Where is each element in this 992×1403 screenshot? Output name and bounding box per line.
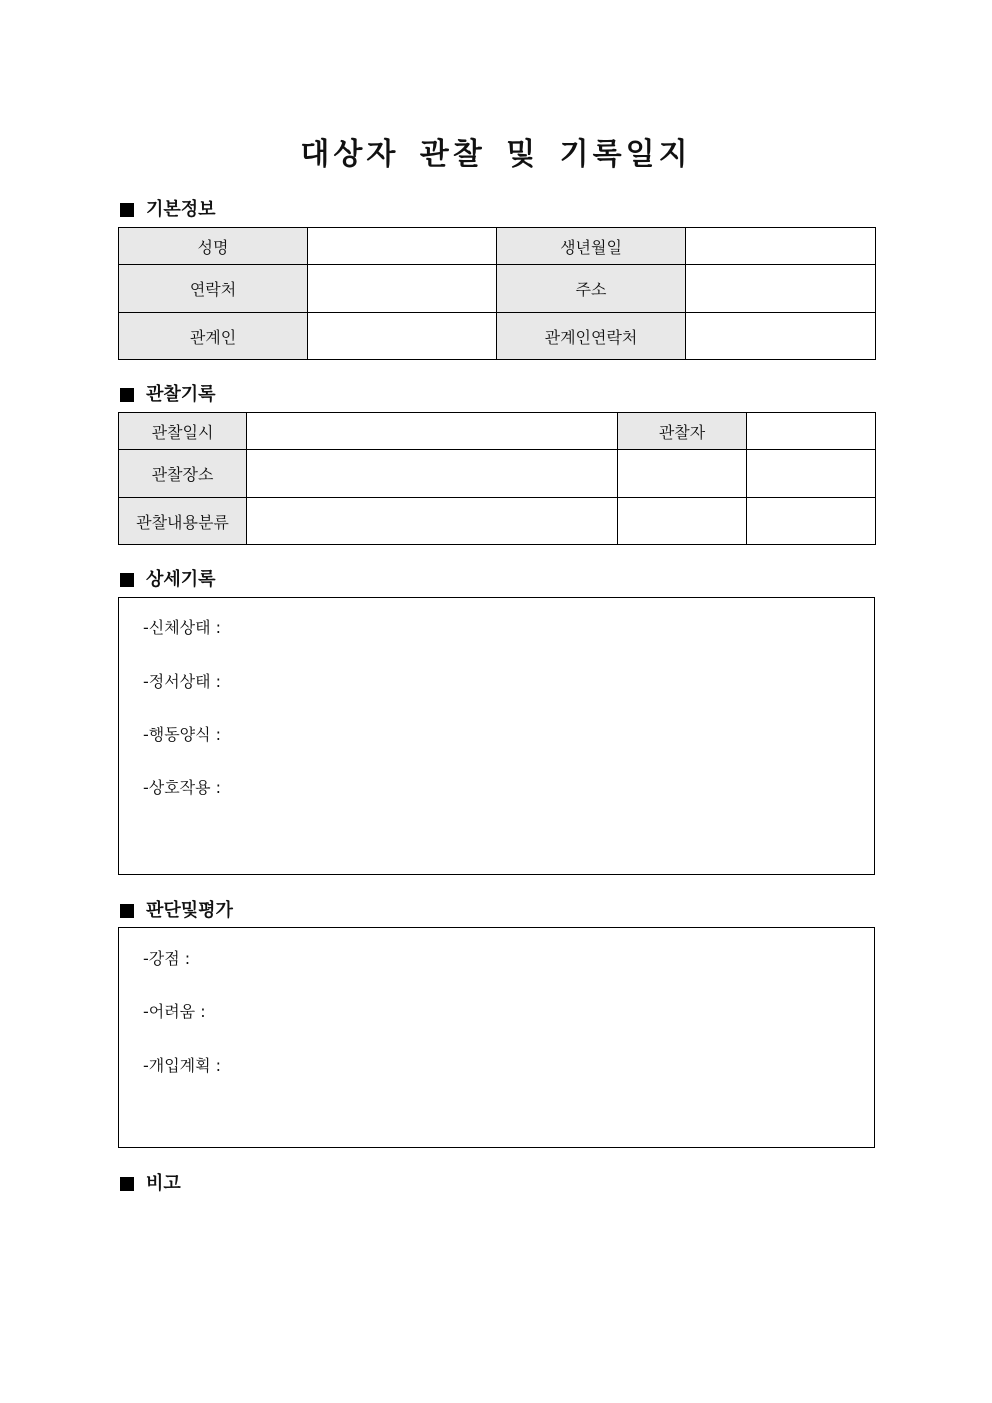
section-heading-detail-label: 상세기록 <box>146 569 216 590</box>
square-bullet-icon <box>120 203 134 217</box>
intervention-plan-line: -개입계획 : <box>143 1056 222 1075</box>
section-heading-judgment-label: 판단및평가 <box>146 900 233 921</box>
birth-field[interactable] <box>686 228 876 265</box>
category-extra-field-2[interactable] <box>747 498 876 545</box>
guardian-field[interactable] <box>308 313 497 360</box>
physical-state-line: -신체상태 : <box>143 618 222 637</box>
datetime-field[interactable] <box>247 413 618 450</box>
guardian-label: 관계인 <box>119 313 308 360</box>
guardian-contact-label: 관계인연락처 <box>497 313 686 360</box>
observer-label: 관찰자 <box>618 413 747 450</box>
place-extra-field-2[interactable] <box>747 450 876 498</box>
table-row <box>119 265 876 313</box>
section-heading-remarks-label: 비고 <box>146 1173 181 1194</box>
place-extra-field[interactable] <box>618 450 747 498</box>
square-bullet-icon <box>120 388 134 402</box>
emotional-state-line: -정서상태 : <box>143 672 222 691</box>
place-field[interactable] <box>247 450 618 498</box>
table-row <box>119 228 876 265</box>
table-row <box>119 498 876 545</box>
section-heading-basic-label: 기본정보 <box>146 199 216 220</box>
name-label: 성명 <box>119 228 308 265</box>
contact-label: 연락처 <box>119 265 308 313</box>
observation-table <box>118 412 876 545</box>
category-extra-field[interactable] <box>618 498 747 545</box>
section-heading-detail <box>118 569 216 591</box>
square-bullet-icon <box>120 1177 134 1191</box>
behavior-pattern-line: -행동양식 : <box>143 725 222 744</box>
basic-info-table <box>118 227 876 360</box>
page-title: 대상자 관찰 및 기록일지 <box>300 137 692 172</box>
category-label: 관찰내용분류 <box>119 498 247 545</box>
table-row <box>119 313 876 360</box>
section-heading-remarks <box>118 1173 181 1195</box>
interaction-line: -상호작용 : <box>143 778 222 797</box>
section-heading-observation <box>118 384 216 406</box>
strength-line: -강점 : <box>143 949 191 968</box>
difficulty-line: -어려움 : <box>143 1002 206 1021</box>
section-heading-judgment <box>118 900 233 922</box>
observer-field[interactable] <box>747 413 876 450</box>
section-heading-basic <box>118 199 216 221</box>
table-row <box>119 450 876 498</box>
birth-label: 생년월일 <box>497 228 686 265</box>
judgment-box[interactable] <box>118 927 875 1148</box>
contact-field[interactable] <box>308 265 497 313</box>
address-field[interactable] <box>686 265 876 313</box>
square-bullet-icon <box>120 573 134 587</box>
detail-record-box[interactable] <box>118 597 875 875</box>
section-heading-observation-label: 관찰기록 <box>146 384 216 405</box>
square-bullet-icon <box>120 904 134 918</box>
address-label: 주소 <box>497 265 686 313</box>
place-label: 관찰장소 <box>119 450 247 498</box>
datetime-label: 관찰일시 <box>119 413 247 450</box>
name-field[interactable] <box>308 228 497 265</box>
guardian-contact-field[interactable] <box>686 313 876 360</box>
table-row <box>119 413 876 450</box>
category-field[interactable] <box>247 498 618 545</box>
